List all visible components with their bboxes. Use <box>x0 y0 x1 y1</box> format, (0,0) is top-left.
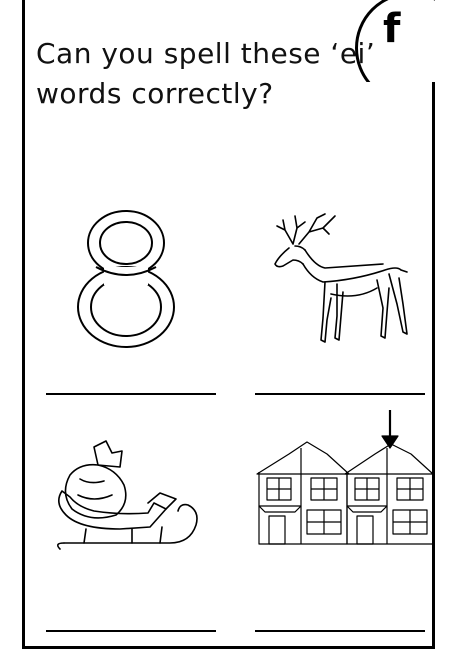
answer-line-3[interactable] <box>46 630 216 632</box>
reindeer-picture <box>265 208 415 353</box>
worksheet-title: Can you spell these ‘ei’ words correctly? <box>36 37 376 110</box>
answer-line-4[interactable] <box>255 630 425 632</box>
answer-line-2[interactable] <box>255 393 425 395</box>
eight-picture <box>66 205 186 350</box>
houses-picture <box>255 408 435 548</box>
corner-letter: f <box>383 6 401 52</box>
answer-line-1[interactable] <box>46 393 216 395</box>
sleigh-picture <box>50 433 210 558</box>
